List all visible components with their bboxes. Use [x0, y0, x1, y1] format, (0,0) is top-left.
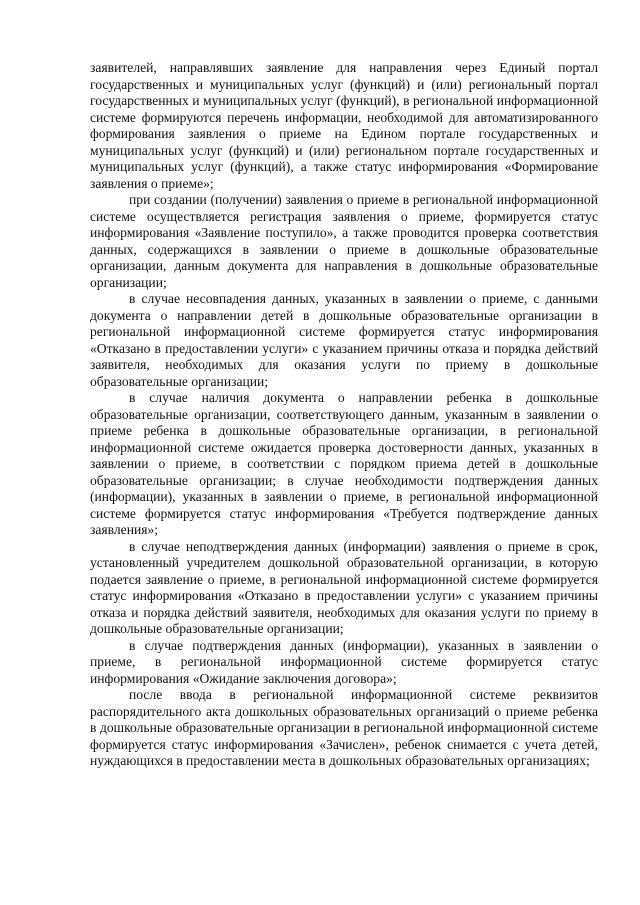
document-page: [90, 60, 598, 770]
paragraph-4: в случае наличия документа о направлении ребенка в дошкольные образовательные организации, соответствующего данным, указанным в заявлении о приеме ребенка в дошкольные образовательные организации, в региональной информационной системе ожидается проверка достоверности данных, указанных в заявлении о приеме, в соответствии с порядком приема детей в дошкольные образовательные организации; в случае необходимости подтверждения данных (информации), указанных в заявлении о приеме, в региональной информационной системе формируется статус информирования «Требуется подтверждение данных заявления»;: [90, 390, 598, 537]
paragraph-2: при создании (получении) заявления о приеме в региональной информационной системе осуществляется регистрация заявления о приеме, формируется статус информирования «Заявление поступило», а также проводится проверка соответствия данных, содержащихся в заявлении о приеме в дошкольные образовательные организации, данным документа для направления в дошкольные образовательные организации;: [90, 192, 598, 290]
paragraph-7: после ввода в региональной информационной системе реквизитов распорядительного акта дошкольных образовательных организаций о приеме ребенка в дошкольные образовательные организации в региональной информационной системе формируется статус информирования «Зачислен», ребенок снимается с учета детей, нуждающихся в предоставлении места в дошкольных образовательных организациях;: [90, 687, 598, 768]
paragraph-6: в случае подтверждения данных (информации), указанных в заявлении о приеме, в региональной информационной системе формируется статус информирования «Ожидание заключения договора»;: [90, 637, 598, 686]
paragraph-5: в случае неподтверждения данных (информации) заявления о приеме в срок, установленный учредителем дошкольной образовательной организации, в которую подается заявление о приеме, в региональной информационной системе формируется статус информирования «Отказано в предоставлении услуги» с указанием причины отказа и порядка действий заявителя, необходимых для оказания услуги по приему в дошкольные образовательные организации;: [90, 538, 598, 636]
paragraph-3: в случае несовпадения данных, указанных в заявлении о приеме, с данными документа о направлении детей в дошкольные образовательные организации в региональной информационной системе формируется статус информирования «Отказано в предоставлении услуги» с указанием причины отказа и порядка действий заявителя, необходимых для оказания услуги по приему в дошкольные образовательные организации;: [90, 291, 598, 389]
paragraph-1: заявителей, направлявших заявление для направления через Единый портал государственных и муниципальных услуг (функций) и (или) региональный портал государственных и муниципальных услуг (функций), в региональной информационной системе формируются перечень информации, необходимой для автоматизированного формирования заявления о приеме на Едином портале государственных и муниципальных услуг (функций) и (или) региональном портале государственных и муниципальных услуг (функций), а также статус информирования «Формирование заявления о приеме»;: [90, 60, 598, 191]
